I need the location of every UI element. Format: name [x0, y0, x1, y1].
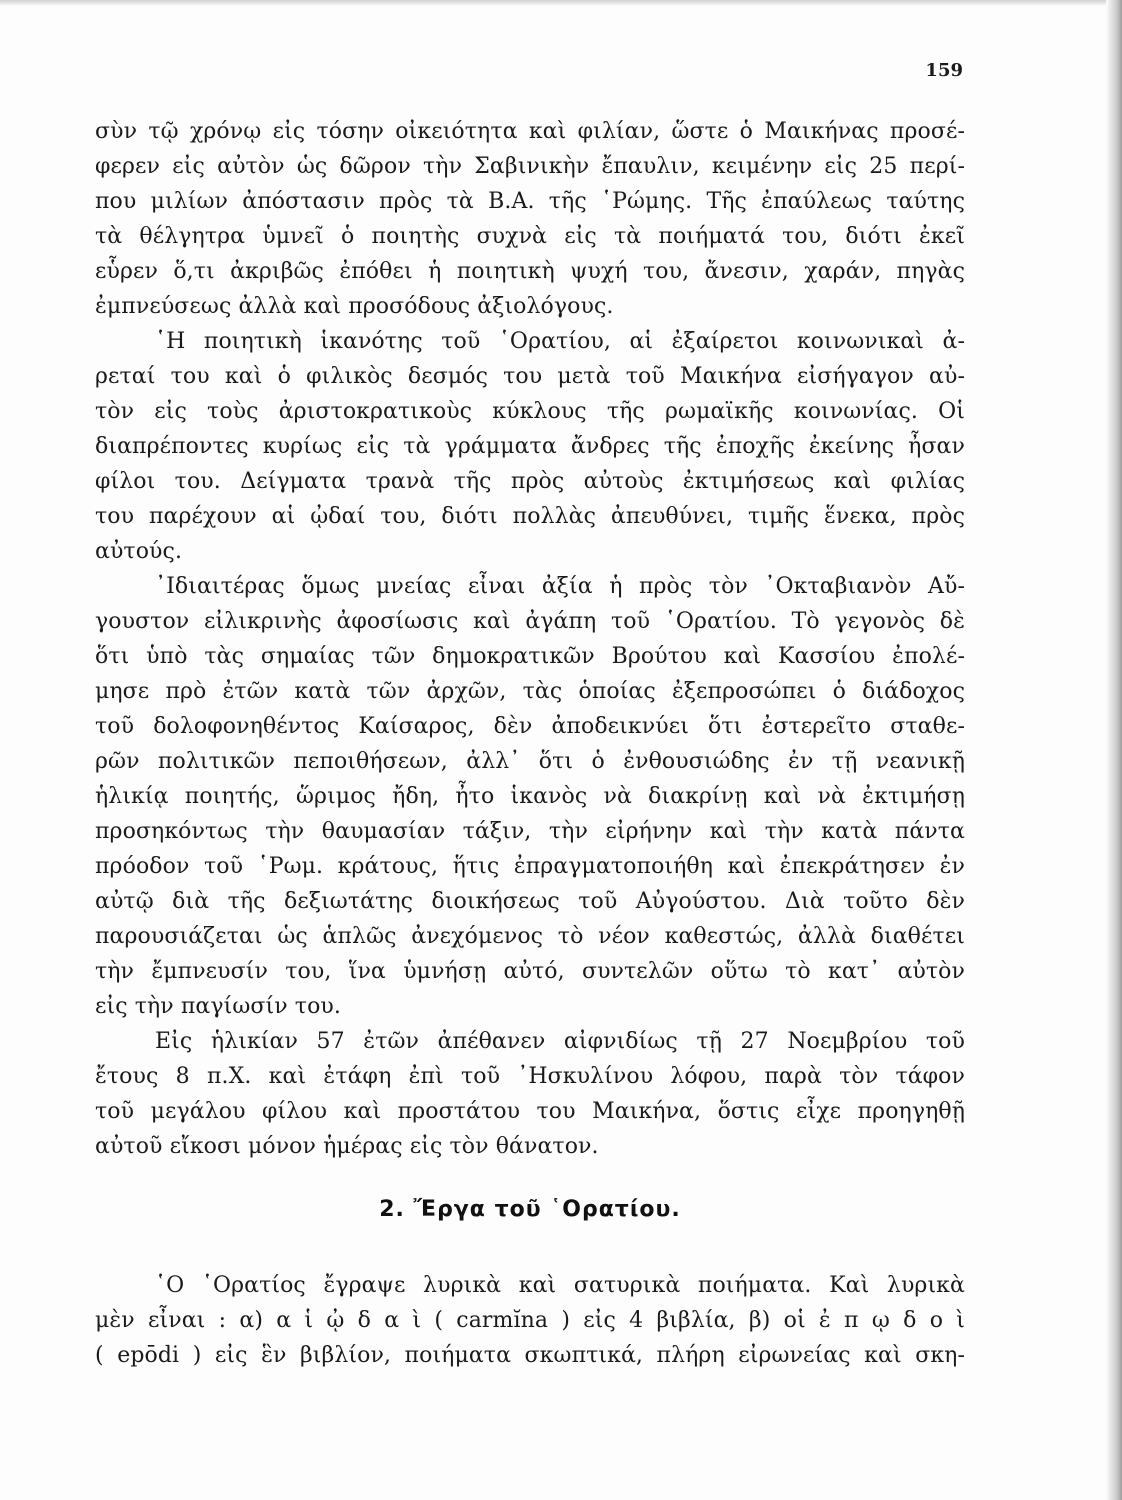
text-line: τὴν ἔμπνευσίν του, ἵνα ὑμνήσῃ αὐτό, συντελῶν οὕτω τὸ κατ᾿ αὐτὸν [95, 959, 965, 984]
text-line: τοῦ μεγάλου φίλου καὶ προστάτου του Μαικήνα, ὅστις εἶχε προηγηθῇ [95, 1099, 965, 1124]
text-line: φερεν εἰς αὐτὸν ὡς δῶρον τὴν Σαβινικὴν ἔπαυλιν, κειμένην εἰς 25 περί- [95, 154, 965, 179]
text-line: ρεταί του καὶ ὁ φιλικὸς δεσμός του μετὰ τοῦ Μαικήνα εἰσήγαγον αὐ- [95, 364, 965, 389]
text-line: προσηκόντως τὴν θαυμασίαν τάξιν, τὴν εἰρήνην καὶ τὴν κατὰ πάντα [95, 819, 965, 844]
text-line: τοῦ δολοφονηθέντος Καίσαρος, δὲν ἀποδεικνύει ὅτι ἐστερεῖτο σταθε- [95, 714, 965, 739]
text-line: γουστον εἰλικρινὴς ἀφοσίωσις καὶ ἀγάπη τοῦ ῾Ορατίου. Τὸ γεγονὸς δὲ [95, 609, 965, 634]
text-line: ἐμπνεύσεως ἀλλὰ καὶ προσόδους ἀξιολόγους. [95, 294, 614, 319]
text-line: τὰ θέλγητρα ὑμνεῖ ὁ ποιητὴς συχνὰ εἰς τὰ ποιήματά του, διότι ἐκεῖ [95, 224, 965, 249]
text-line: ῾Η ποιητικὴ ἱκανότης τοῦ ῾Ορατίου, αἱ ἐξαίρετοι κοινωνικαὶ ἀ- [155, 329, 965, 354]
text-line: ᾿Ιδιαιτέρας ὅμως μνείας εἶναι ἀξία ἡ πρὸς τὸν ᾿Οκταβιανὸν Αὔ- [155, 574, 965, 599]
text-line: μησε πρὸ ἐτῶν κατὰ τῶν ἀρχῶν, τὰς ὁποίας ἐξεπροσώπει ὁ διάδοχος [95, 679, 965, 704]
text-line: ῾Ο ῾Ορατίος ἔγραψε λυρικὰ καὶ σατυρικὰ ποιήματα. Καὶ λυρικὰ [155, 1273, 965, 1298]
text-line: φίλοι του. Δείγματα τρανὰ τῆς πρὸς αὐτοὺς ἐκτιμήσεως καὶ φιλίας [95, 469, 965, 494]
text-line: ἡλικίᾳ ποιητής, ὥριμος ἤδη, ἦτο ἱκανὸς νὰ διακρίνῃ καὶ νὰ ἐκτιμήσῃ [95, 784, 965, 809]
text-line: τὸν εἰς τοὺς ἀριστοκρατικοὺς κύκλους τῆς ρωμαϊκῆς κοινωνίας. Οἱ [95, 399, 965, 424]
paragraph-1 [95, 114, 965, 324]
text-line: διαπρέποντες κυρίως εἰς τὰ γράμματα ἄνδρες τῆς ἐποχῆς ἐκείνης ἦσαν [95, 434, 965, 459]
text-line: ρῶν πολιτικῶν πεποιθήσεων, ἀλλ᾿ ὅτι ὁ ἐνθουσιώδης ἐν τῇ νεανικῇ [95, 749, 965, 774]
text-line: σὺν τῷ χρόνῳ εἰς τόσην οἰκειότητα καὶ φιλίαν, ὥστε ὁ Μαικήνας προσέ- [95, 119, 965, 144]
text-line: παρουσιάζεται ὡς ἁπλῶς ἀνεχόμενος τὸ νέον καθεστώς, ἀλλὰ διαθέτει [95, 924, 965, 949]
text-line: αὐτούς. [95, 539, 183, 564]
main-text-block [95, 114, 965, 1164]
section-heading: 2. Ἔργα τοῦ ῾Ορατίου. [379, 1197, 681, 1222]
text-line: του παρέχουν αἱ ᾠδαί του, διότι πολλὰς ἀπευθύνει, τιμῆς ἕνεκα, πρὸς [95, 504, 965, 529]
text-line: ἔτους 8 π.Χ. καὶ ἐτάφη ἐπὶ τοῦ ᾿Ησκυλίνου λόφου, παρὰ τὸν τάφον [95, 1064, 965, 1089]
text-line: ὅτι ὑπὸ τὰς σημαίας τῶν δημοκρατικῶν Βρούτου καὶ Κασσίου ἐπολέ- [95, 644, 965, 669]
paragraph-4 [95, 1024, 965, 1164]
paragraph-5 [95, 1268, 965, 1373]
text-line: εὗρεν ὅ,τι ἀκριβῶς ἐπόθει ἡ ποιητικὴ ψυχή του, ἄνεσιν, χαράν, πηγὰς [95, 259, 965, 284]
text-line: πρόοδον τοῦ ῾Ρωμ. κράτους, ἥτις ἐπραγματοποιήθη καὶ ἐπεκράτησεν ἐν [95, 854, 965, 879]
text-line: αὐτῷ διὰ τῆς δεξιωτάτης διοικήσεως τοῦ Αὐγούστου. Διὰ τοῦτο δὲν [95, 889, 965, 914]
text-line: Εἰς ἡλικίαν 57 ἐτῶν ἀπέθανεν αἰφνιδίως τῇ 27 Νοεμβρίου τοῦ [155, 1029, 965, 1054]
section-text-block [95, 1268, 965, 1373]
page-top-edge [0, 0, 1122, 6]
paragraph-2 [95, 324, 965, 569]
text-line: ( epōdi ) εἰς ἓν βιβλίον, ποιήματα σκωπτικά, πλήρη εἰρωνείας καὶ σκη- [95, 1343, 965, 1368]
paragraph-3 [95, 569, 965, 1024]
text-line: εἰς τὴν παγίωσίν του. [95, 994, 341, 1019]
page-number: 159 [925, 60, 963, 81]
text-line: που μιλίων ἀπόστασιν πρὸς τὰ Β.Α. τῆς ῾Ρώμης. Τῆς ἐπαύλεως ταύτης [95, 189, 965, 214]
text-line: αὐτοῦ εἴκοσι μόνον ἡμέρας εἰς τὸν θάνατον. [95, 1134, 599, 1159]
page-right-edge-shadow [1106, 0, 1122, 1500]
text-line: μὲν εἶναι : α) α ἱ ᾠ δ α ὶ ( carmĭna ) εἰς 4 βιβλία, β) οἱ ἐ π ῳ δ ο ὶ [95, 1308, 965, 1333]
